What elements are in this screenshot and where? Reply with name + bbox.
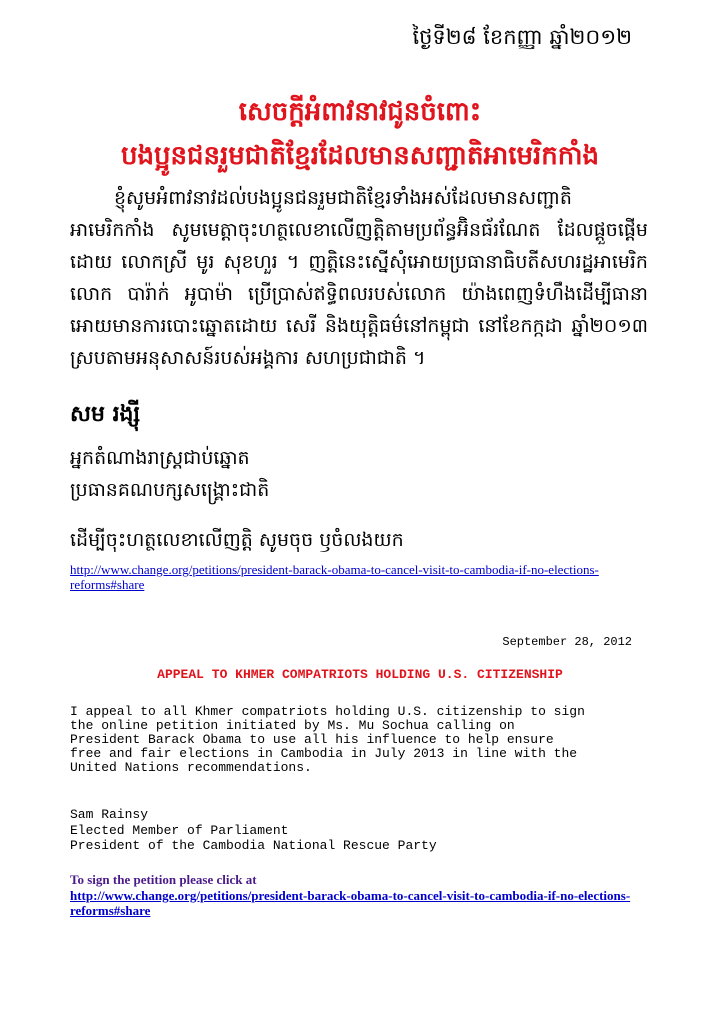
- khmer-title: [40, 90, 680, 178]
- khmer-body-paragraph: ខ្ញុំសូមអំពាវនាវដល់បងប្អូនជនរួមជាតិខ្មែរទាំងអស់ដែលមានសញ្ជាតិអាមេរិកកាំង សូមមេត្តាចុះហត្ថលេខាលើញត្តិតាមប្រព័ន្ធអ៊ិនធ័រណែត ដែលផ្តួចផ្តើមដោយ លោកស្រី មូរ សុខហួរ ។ ញត្តិនេះស្នើសុំអោយប្រធានាធិបតីសហរដ្ឋអាមេរិក លោក បារ៉ាក់ អូបាម៉ា ប្រើប្រាស់ឥទ្ធិពលរបស់លោក យ៉ាងពេញទំហឹងដើម្បីធានាអោយមានការបោះឆ្នោតដោយ សេរី និងយុត្តិធម៌នៅកម្ពុជា នៅខែកក្កដា ឆ្នាំ២០១៣ ស្របតាមអនុសាសន៍របស់អង្គការ សហប្រជាជាតិ ។: [70, 187, 648, 369]
- english-signature-name: Sam Rainsy: [70, 807, 149, 822]
- english-title: APPEAL TO KHMER COMPATRIOTS HOLDING U.S. CITIZENSHIP: [157, 667, 563, 682]
- khmer-date: ថ្ងៃទី២៨ ខែកញ្ញា ឆ្នាំ២០១២: [412, 25, 632, 49]
- english-signature-title-2: President of the Cambodia National Rescue Party: [70, 838, 437, 853]
- khmer-title-line2: បងប្អូនជនរួមជាតិខ្មែរដែលមានសញ្ជាតិអាមេរិកកាំង: [120, 141, 600, 171]
- english-petition-link[interactable]: http://www.change.org/petitions/president-barack-obama-to-cancel-visit-to-cambodia-if-no-elections-reforms#share: [70, 888, 631, 918]
- english-click-instruction: To sign the petition please click at: [70, 872, 257, 887]
- khmer-click-instruction: ដើម្បីចុះហត្ថលេខាលើញត្តិ សូមចុច ឫចំលងយក: [70, 529, 404, 551]
- english-date: September 28, 2012: [502, 635, 632, 649]
- khmer-signature-title-1: អ្នកតំណាងរាស្ត្រជាប់ឆ្នោត: [70, 447, 250, 469]
- khmer-signature-title-2: ប្រធានគណបក្សសង្គ្រោះជាតិ: [70, 479, 270, 501]
- khmer-petition-link[interactable]: http://www.change.org/petitions/president-barack-obama-to-cancel-visit-to-cambodia-if-no-elections-reforms#share: [70, 562, 599, 592]
- khmer-signature-name: សម រង្ស៊ី: [70, 402, 141, 427]
- english-signature: [70, 807, 437, 854]
- english-signature-title-1: Elected Member of Parliament: [70, 822, 289, 838]
- english-body-paragraph: I appeal to all Khmer compatriots holding U.S. citizenship to sign the online petition initiated by Ms. Mu Sochua calling on President Barack Obama to use all his influence to help ensure free and fair elections in Cambodia in July 2013 in line with the United Nations recommendations.: [70, 704, 585, 775]
- khmer-title-line1: សេចក្តីអំពាវនាវជូនចំពោះ: [238, 97, 482, 127]
